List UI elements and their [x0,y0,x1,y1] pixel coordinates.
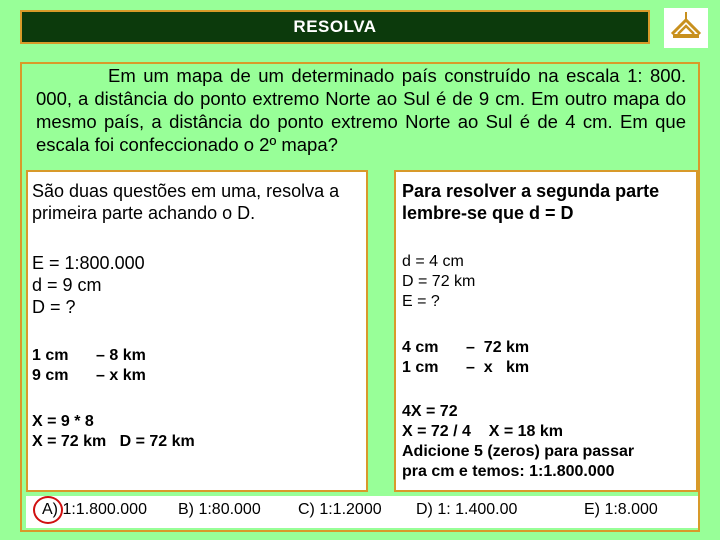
answer-d[interactable]: D) 1: 1.400.00 [416,501,518,518]
given-scale: E = 1:800.000 [32,253,145,273]
selected-answer-circle [33,496,63,524]
header-bar [20,10,650,44]
given-D: D = ? [32,297,76,317]
ratio-a: 1 cm [402,359,439,376]
left-ratio [32,346,146,386]
ratio-b: – x km [96,367,146,384]
right-ratio [402,338,529,378]
calc-line: pra cm e temos: 1:1.800.000 [402,463,615,480]
left-intro: São duas questões em uma, resolva a primeira parte achando o D. [32,181,340,223]
left-calc [32,412,195,452]
ratio-b: – 8 km [96,347,146,364]
answer-c[interactable]: C) 1:1.2000 [298,501,382,518]
ratio-b: – 72 km [466,339,530,356]
given-d: d = 4 cm [402,253,464,270]
header-title: RESOLVA [293,17,377,36]
calc-line: X = 9 * 8 [32,413,94,430]
answer-e[interactable]: E) 1:8.000 [584,501,658,518]
calc-line: 4X = 72 [402,403,458,420]
ratio-a: 4 cm [402,339,439,356]
calc-line: Adicione 5 (zeros) para passar [402,443,635,460]
given-E: E = ? [402,293,440,310]
answer-a[interactable]: A) 1:1.800.000 [42,501,147,518]
given-D: D = 72 km [402,273,476,290]
ratio-a: 1 cm [32,347,69,364]
right-calc [402,402,696,482]
ratio-a: 9 cm [32,367,69,384]
right-intro: Para resolver a segunda parte lembre-se que d = D [402,181,660,223]
left-given [32,252,145,318]
problem-statement: Em um mapa de um determinado país construído na escala 1: 800. 000, a distância do ponto extremo Norte ao Sul é de 9 cm. Em outro mapa do mesmo país, a distância do ponto extremo Norte ao Sul é de 4 cm. Em que escala foi confeccionado o 2º mapa? [36,65,686,155]
calc-line: X = 72 / 4 X = 18 km [402,423,563,440]
answer-b[interactable]: B) 1:80.000 [178,501,261,518]
calc-line: X = 72 km D = 72 km [32,433,195,450]
adventist-logo-icon [664,8,708,48]
right-given [402,252,475,312]
ratio-b: – x km [466,359,530,376]
given-d: d = 9 cm [32,275,102,295]
